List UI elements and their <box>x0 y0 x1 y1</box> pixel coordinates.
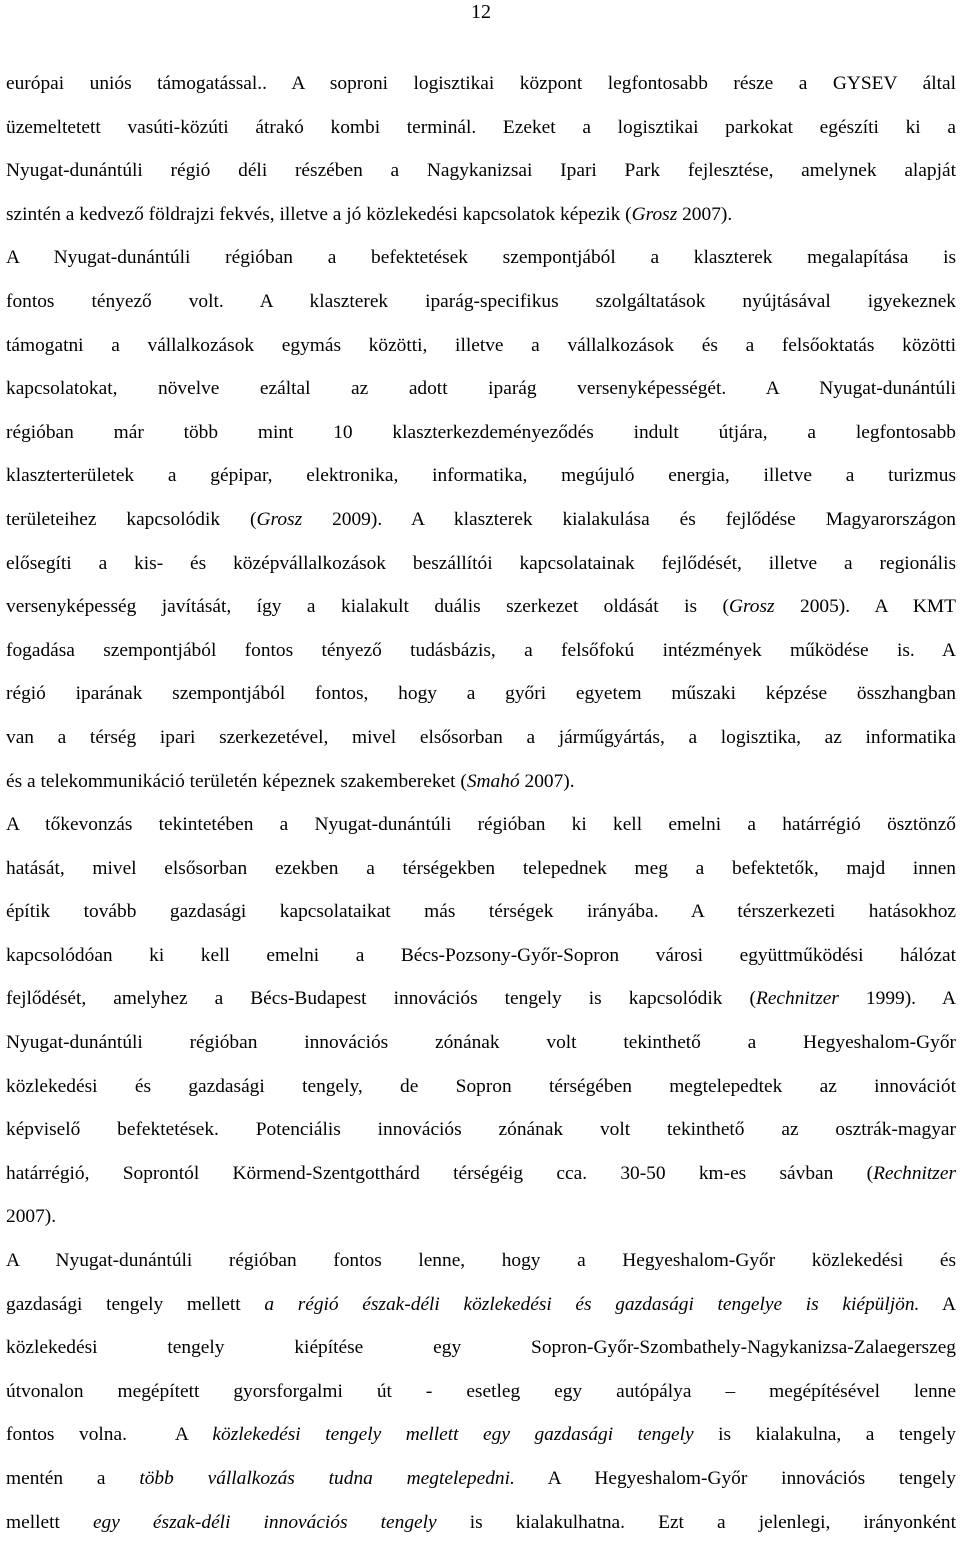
text-line: fontos tényező volt. A klaszterek iparág-specifikus szolgáltatások nyújtásával igyekeznek <box>6 290 956 312</box>
text-line: fogadása szempontjából fontos tényező tudásbázis, a felsőfokú intézmények működése is. A <box>6 639 956 661</box>
citation-author: Grosz <box>631 203 678 225</box>
text-line: közlekedési és gazdasági tengely, de Sopron térségében megtelepedtek az innovációt <box>6 1075 956 1097</box>
text-line: régió iparának szempontjából fontos, hogy a győri egyetem műszaki képzése összhangban <box>6 683 956 705</box>
page-number: 12 <box>471 1 491 23</box>
document-body <box>6 62 956 1544</box>
emphasis-text: több vállalkozás tudna megtelepedni. <box>139 1468 515 1489</box>
text-line: közlekedési tengely kiépítése egy Sopron-Győr-Szombathely-Nagykanizsa-Zalaegerszeg <box>6 1337 956 1359</box>
text-line: Nyugat-dunántúli régió déli részében a Nagykanizsai Ipari Park fejlesztése, amelynek alapját <box>6 160 956 182</box>
text-line: építik tovább gazdasági kapcsolataikat más térségek irányába. A térszerkezeti hatásokhoz <box>6 901 956 923</box>
paragraph-2 <box>6 236 956 803</box>
paragraph-1 <box>6 62 956 236</box>
text-line: európai uniós támogatással.. A soproni logisztikai központ legfontosabb része a GYSEV által <box>6 73 956 94</box>
text-line: hatását, mivel elsősorban ezekben a térségekben telepednek meg a befektetők, majd innen <box>6 857 956 879</box>
text-line: gazdasági tengely mellett a régió észak-déli közlekedési és gazdasági tengelye is kiépüljön. A <box>6 1293 956 1315</box>
text-line: kapcsolódóan ki kell emelni a Bécs-Pozsony-Győr-Sopron városi együttműködési hálózat <box>6 944 956 966</box>
citation-author: Grosz <box>256 508 303 530</box>
citation-author: Rechnitzer <box>755 988 839 1010</box>
emphasis-text: közlekedési tengely mellett egy gazdasági tengely <box>212 1424 694 1446</box>
text-line: fontos volna. A közlekedési tengely mellett egy gazdasági tengely is kialakulna, a tengely <box>6 1424 956 1446</box>
text-line: klaszterterületek a gépipar, elektronika, informatika, megújuló energia, illetve a turizmus <box>6 465 956 487</box>
citation-author: Rechnitzer <box>873 1162 956 1184</box>
text-line: van a térség ipari szerkezetével, mivel elsősorban a járműgyártás, a logisztika, az informatika <box>6 726 956 748</box>
text-line: kapcsolatokat, növelve ezáltal az adott iparág versenyképességét. A Nyugat-dunántúli <box>6 378 956 400</box>
citation-author: Smahó <box>466 770 520 792</box>
paragraph-3 <box>6 803 956 1239</box>
text-line: Nyugat-dunántúli régióban innovációs zónának volt tekinthető a Hegyeshalom-Győr <box>6 1032 956 1054</box>
emphasis-text: a régió észak-déli közlekedési és gazdasági tengelye is kiépüljön. <box>264 1293 920 1315</box>
text-line: mellett egy észak-déli innovációs tengely is kialakulhatna. Ezt a jelenlegi, irányonként <box>6 1511 957 1533</box>
text-line: A tőkevonzás tekintetében a Nyugat-dunántúli régióban ki kell emelni a határrégió ösztönző <box>6 814 956 836</box>
text-line: mentén a több vállalkozás tudna megtelepedni. A Hegyeshalom-Győr innovációs tengely <box>6 1468 957 1489</box>
text-line: képviselő befektetések. Potenciális innovációs zónának volt tekinthető az osztrák-magyar <box>6 1119 956 1141</box>
text-line: régióban már több mint 10 klaszterkezdeményeződés indult útjára, a legfontosabb <box>6 421 956 443</box>
text-line: útvonalon megépített gyorsforgalmi út - esetleg egy autópálya – megépítésével lenne <box>6 1380 956 1402</box>
citation-author: Grosz <box>728 596 775 618</box>
text-line: A Nyugat-dunántúli régióban fontos lenne, hogy a Hegyeshalom-Győr közlekedési és <box>6 1250 956 1272</box>
text-line: támogatni a vállalkozások egymás közötti, illetve a vállalkozások és a felsőoktatás közötti <box>6 334 956 356</box>
text-line: szintén a kedvező földrajzi fekvés, illetve a jó közlekedési kapcsolatok képezik (Grosz 2007). <box>6 203 733 225</box>
text-line: versenyképesség javítását, így a kialakult duális szerkezet oldását is (Grosz 2005). A KMT <box>6 596 956 618</box>
text-line: fejlődését, amelyhez a Bécs-Budapest innovációs tengely is kapcsolódik (Rechnitzer 1999). A <box>6 988 956 1010</box>
text-line: területeihez kapcsolódik (Grosz 2009). A klaszterek kialakulása és fejlődése Magyarországon <box>6 508 956 530</box>
text-line: 2007). <box>6 1206 57 1228</box>
text-line: határrégió, Soprontól Körmend-Szentgotthárd térségéig cca. 30-50 km-es sávban (Rechnitzer <box>6 1162 956 1184</box>
text-line: üzemeltetett vasúti-közúti átrakó kombi terminál. Ezeket a logisztikai parkokat egészíti ki a <box>6 116 956 138</box>
text-line: és a telekommunikáció területén képeznek szakembereket (Smahó 2007). <box>6 770 575 792</box>
paragraph-4 <box>6 1239 956 1544</box>
text-line: A Nyugat-dunántúli régióban a befektetések szempontjából a klaszterek megalapítása is <box>6 247 956 269</box>
text-line: elősegíti a kis- és középvállalkozások beszállítói kapcsolatainak fejlődését, illetve a regionális <box>6 552 956 574</box>
emphasis-text: egy észak-déli innovációs tengely <box>92 1511 437 1533</box>
